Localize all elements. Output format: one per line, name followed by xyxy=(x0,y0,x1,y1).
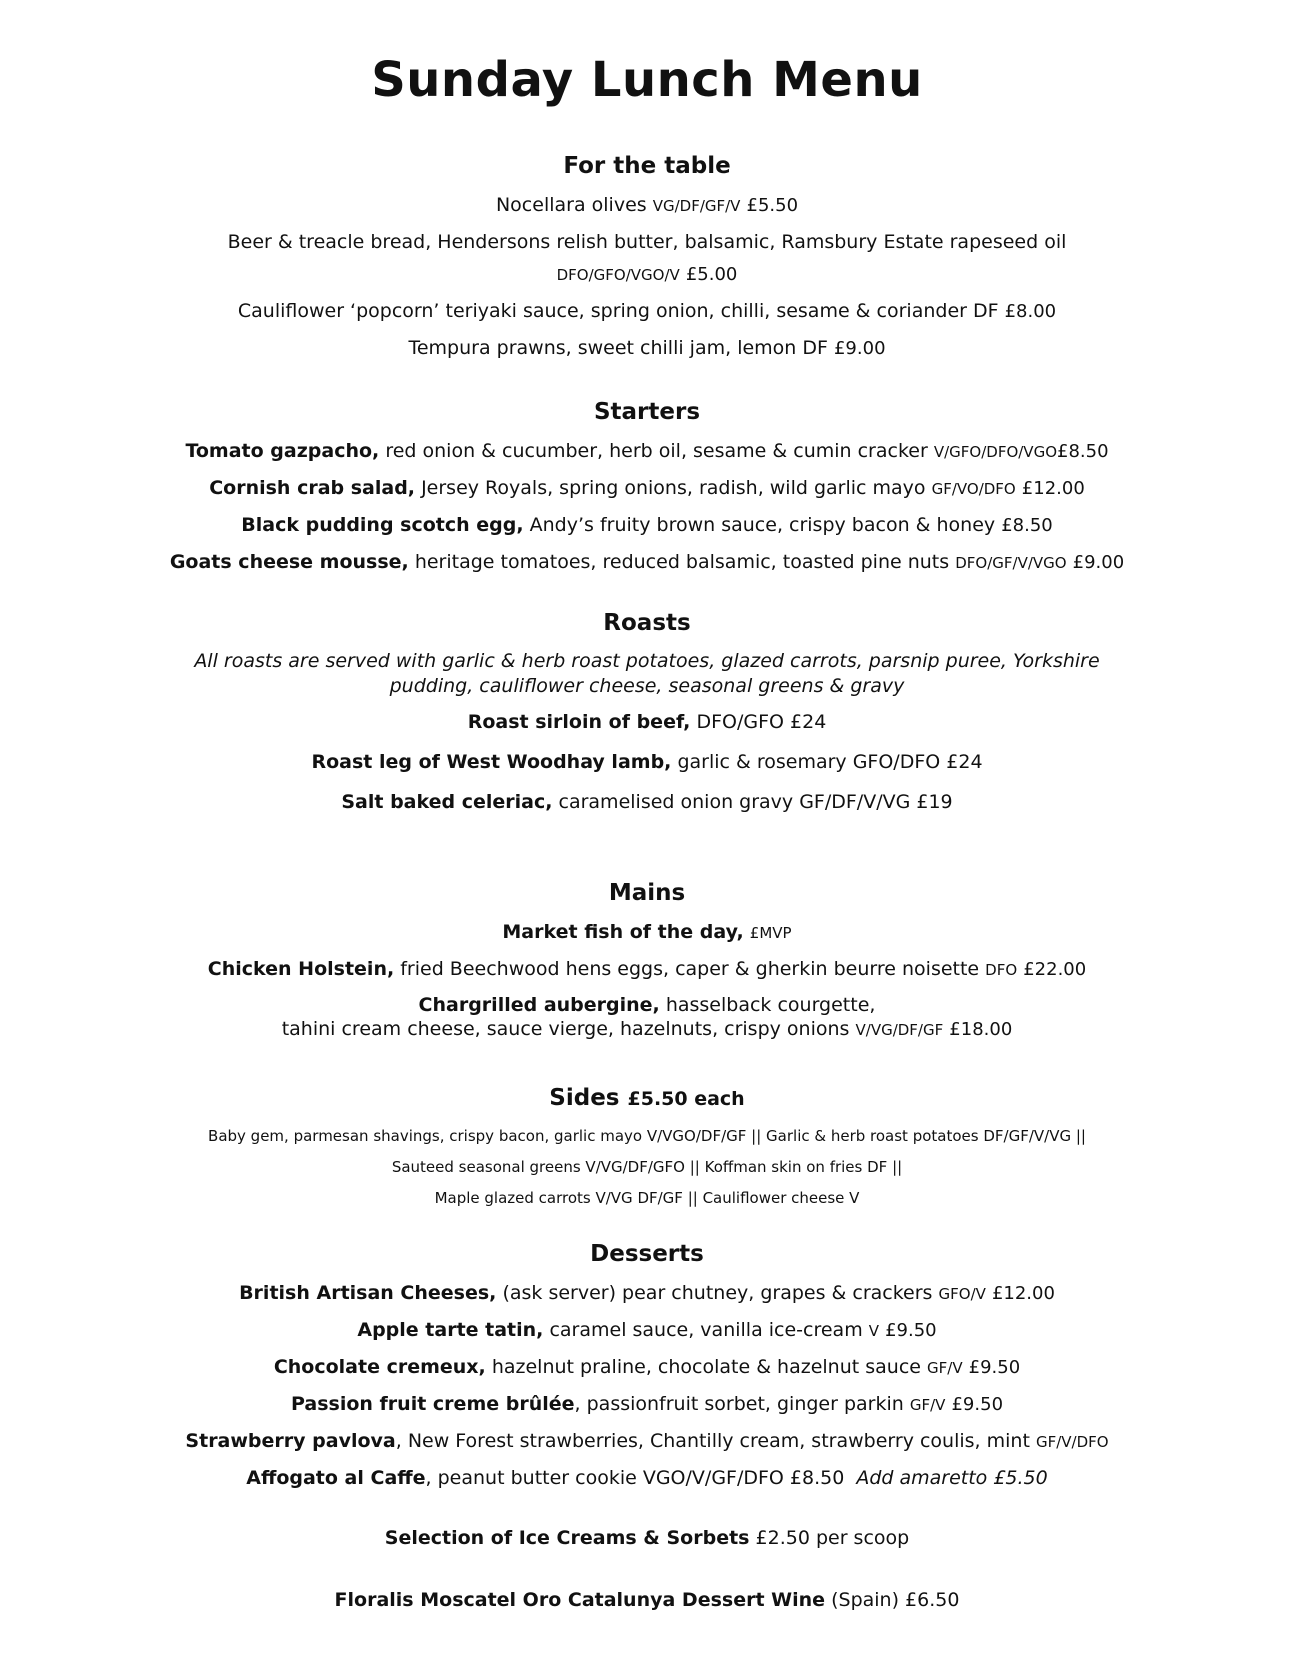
menu-item: British Artisan Cheeses, (ask server) pear chutney, grapes & crackers GFO/V £12.00 xyxy=(239,1282,1055,1304)
section-heading: Starters xyxy=(593,399,701,425)
roasts-intro: All roasts are served with garlic & herb roast potatoes, glazed carrots, parsnip puree, Yorkshire pudding, cauliflower cheese, seasonal greens & gravy xyxy=(194,650,1100,697)
section-heading: Sides £5.50 each xyxy=(549,1085,745,1111)
menu-item: Strawberry pavlova, New Forest strawberries, Chantilly cream, strawberry coulis, mint GF/V/DFO xyxy=(185,1430,1109,1452)
menu-item: Chocolate cremeux, hazelnut praline, chocolate & hazelnut sauce GF/V £9.50 xyxy=(273,1356,1021,1378)
section-sides xyxy=(60,1082,1234,1218)
page-title: Sunday Lunch Menu xyxy=(371,52,923,108)
menu-item: Goats cheese mousse, heritage tomatoes, reduced balsamic, toasted pine nuts DFO/GF/V/VGO £9.00 xyxy=(169,551,1125,573)
menu-item: Nocellara olives VG/DF/GF/V £5.50 xyxy=(495,194,799,216)
section-desserts xyxy=(60,1238,1234,1623)
sides-list-line: Sauteed seasonal greens V/VG/DF/GFO || Koffman skin on fries DF || xyxy=(391,1158,903,1176)
section-heading: Desserts xyxy=(590,1241,704,1267)
menu-item: Tomato gazpacho, red onion & cucumber, herb oil, sesame & cumin cracker V/GFO/DFO/VGO£8.50 xyxy=(185,440,1109,462)
menu-item: Market fish of the day, £MVP xyxy=(502,921,792,943)
menu-item: Cauliflower ‘popcorn’ teriyaki sauce, spring onion, chilli, sesame & coriander DF £8.00 xyxy=(237,300,1057,322)
section-heading: For the table xyxy=(563,153,731,179)
section-heading: Roasts xyxy=(603,610,691,636)
menu-item: Passion fruit creme brûlée, passionfruit sorbet, ginger parkin GF/V £9.50 xyxy=(290,1393,1004,1415)
section-mains xyxy=(60,877,1234,1052)
section-roasts xyxy=(60,607,1234,825)
sides-list-line: Baby gem, parmesan shavings, crispy bacon, garlic mayo V/VGO/DF/GF || Garlic & herb roast potatoes DF/GF/V/VG || xyxy=(208,1127,1086,1145)
menu-item-tags: DFO/GFO/VGO/V £5.00 xyxy=(556,264,738,285)
section-for-the-table xyxy=(60,150,1234,372)
section-heading: Mains xyxy=(608,880,686,906)
menu-item: Selection of Ice Creams & Sorbets £2.50 per scoop xyxy=(384,1527,910,1549)
menu-item: Tempura prawns, sweet chilli jam, lemon DF £9.00 xyxy=(408,337,886,359)
menu-item: Affogato al Caffe, peanut butter cookie VGO/V/GF/DFO £8.50 Add amaretto £5.50 xyxy=(246,1467,1048,1489)
menu-item: Cornish crab salad, Jersey Royals, spring onions, radish, wild garlic mayo GF/VO/DFO £12.00 xyxy=(209,477,1085,499)
menu-item: Roast sirloin of beef, DFO/GFO £24 xyxy=(467,711,827,733)
section-starters xyxy=(60,396,1234,586)
menu-item: Black pudding scotch egg, Andy’s fruity brown sauce, crispy bacon & honey £8.50 xyxy=(241,514,1053,536)
menu-item: Beer & treacle bread, Hendersons relish butter, balsamic, Ramsbury Estate rapeseed oil xyxy=(227,231,1067,253)
menu-item: Apple tarte tatin, caramel sauce, vanilla ice-cream V £9.50 xyxy=(357,1319,937,1341)
menu-item: Floralis Moscatel Oro Catalunya Dessert Wine (Spain) £6.50 xyxy=(334,1589,960,1611)
menu-item: Roast leg of West Woodhay lamb, garlic & rosemary GFO/DFO £24 xyxy=(311,751,983,773)
menu-item: Salt baked celeriac, caramelised onion gravy GF/DF/V/VG £19 xyxy=(341,791,953,813)
menu-item: Chargrilled aubergine, hasselback courgette, tahini cream cheese, sauce vierge, hazelnuts, crispy onions V/VG/DF/GF £18.00 xyxy=(281,994,1013,1040)
sides-list-line: Maple glazed carrots V/VG DF/GF || Cauliflower cheese V xyxy=(434,1189,860,1207)
menu-item: Chicken Holstein, fried Beechwood hens eggs, caper & gherkin beurre noisette DFO £22.00 xyxy=(207,958,1087,980)
